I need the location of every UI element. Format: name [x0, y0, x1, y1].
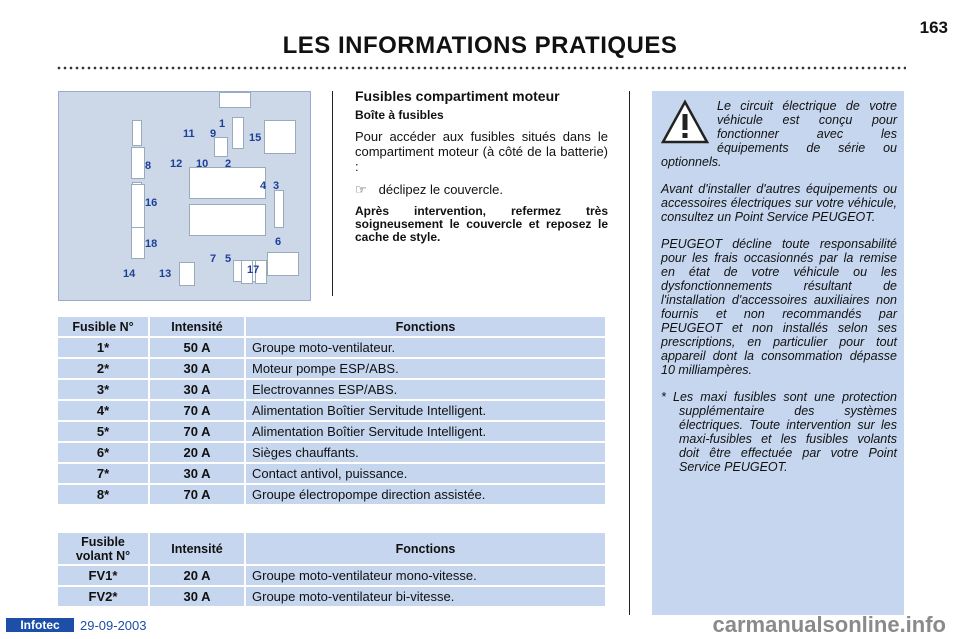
fuse-number-cell: 4* — [57, 400, 149, 421]
intensity-cell: 30 A — [149, 379, 245, 400]
table-row — [57, 421, 606, 442]
column-header: Intensité — [149, 532, 245, 565]
fuse-label: 3 — [273, 180, 280, 192]
function-cell: Alimentation Boîtier Servitude Intelligent. — [245, 421, 606, 442]
fuse-label: 10 — [196, 158, 209, 170]
intensity-cell: 30 A — [149, 358, 245, 379]
section-subheading: Boîte à fusibles — [355, 108, 444, 122]
fuse-number-cell: 7* — [57, 463, 149, 484]
intensity-cell: 30 A — [149, 463, 245, 484]
fuses-section — [355, 89, 608, 252]
column-header: Fonctions — [245, 316, 606, 337]
fuse-number-cell: 6* — [57, 442, 149, 463]
fuse-number-cell: 1* — [57, 337, 149, 358]
intensity-cell: 20 A — [149, 442, 245, 463]
fuse-label: 4 — [260, 180, 267, 192]
intensity-cell: 70 A — [149, 484, 245, 505]
page-title: LES INFORMATIONS PRATIQUES — [282, 32, 678, 59]
table-row — [57, 337, 606, 358]
fuse-label: 9 — [210, 128, 217, 140]
hand-pointer-icon: ☞ — [355, 182, 367, 197]
panel-paragraph-4: * Les maxi fusibles sont une protection supplémentaire des systèmes électriques. Toute intervention sur les maxi-fusibles et les fusibles volants doit être effectuée par votre Point Service PEUGEOT. — [661, 390, 897, 474]
table-row — [57, 484, 606, 505]
footer-date: 29-09-2003 — [80, 618, 147, 633]
column-header: Fonctions — [245, 532, 606, 565]
fuse-number-cell: FV1* — [57, 565, 149, 586]
fuse-label: 7 — [210, 253, 217, 265]
section-heading: Fusibles compartiment moteur — [355, 88, 560, 104]
footer-logo: Infotec — [6, 618, 74, 632]
table-row — [57, 379, 606, 400]
column-divider-right — [629, 91, 630, 615]
fuse-label: 15 — [249, 132, 262, 144]
table-row — [57, 358, 606, 379]
function-cell: Groupe électropompe direction assistée. — [245, 484, 606, 505]
warning-triangle-icon — [661, 99, 709, 145]
panel-paragraph-1: Le circuit électrique de votre véhicule est conçu pour fonctionner avec les équipements de série ou optionnels. — [661, 99, 897, 169]
wheel-fuse-table — [56, 531, 607, 608]
dotted-divider — [56, 66, 906, 70]
section-intro: Pour accéder aux fusibles situés dans le compartiment moteur (à côté de la batterie) : — [355, 129, 608, 174]
function-cell: Groupe moto-ventilateur bi-vitesse. — [245, 586, 606, 607]
panel-paragraph-2: Avant d'installer d'autres équipements ou accessoires électriques sur votre véhicule, consultez un Point Service PEUGEOT. — [661, 182, 897, 224]
intensity-cell: 50 A — [149, 337, 245, 358]
intensity-cell: 70 A — [149, 400, 245, 421]
function-cell: Contact antivol, puissance. — [245, 463, 606, 484]
section-after-note: Après intervention, refermez très soigneusement le couvercle et reposez le cache de style. — [355, 204, 608, 244]
info-panel — [652, 91, 904, 615]
fuse-label: 2 — [225, 158, 232, 170]
column-header: Fusible N° — [57, 316, 149, 337]
function-cell: Groupe moto-ventilateur. — [245, 337, 606, 358]
table-row — [57, 586, 606, 607]
table-row — [57, 400, 606, 421]
bullet-text: déclipez le couvercle. — [378, 182, 503, 197]
fuse-box-diagram — [58, 91, 311, 301]
intensity-cell: 20 A — [149, 565, 245, 586]
fuse-table — [56, 315, 607, 506]
fuse-label: 6 — [275, 236, 282, 248]
fuse-label: 5 — [225, 253, 232, 265]
function-cell: Groupe moto-ventilateur mono-vitesse. — [245, 565, 606, 586]
function-cell: Sièges chauffants. — [245, 442, 606, 463]
function-cell: Moteur pompe ESP/ABS. — [245, 358, 606, 379]
fuse-number-cell: FV2* — [57, 586, 149, 607]
fuse-label: 8 — [145, 160, 152, 172]
fuse-label: 13 — [159, 268, 172, 280]
fuse-number-cell: 2* — [57, 358, 149, 379]
fuse-label: 18 — [145, 238, 158, 250]
function-cell: Electrovannes ESP/ABS. — [245, 379, 606, 400]
fuse-label: 12 — [170, 158, 183, 170]
table-row — [57, 442, 606, 463]
fuse-label: 1 — [219, 118, 226, 130]
column-header: Fusible volant N° — [57, 532, 149, 565]
table-row — [57, 565, 606, 586]
fuse-label: 11 — [183, 128, 195, 140]
fuse-number-cell: 8* — [57, 484, 149, 505]
fuse-label: 17 — [247, 264, 260, 276]
table-row — [57, 463, 606, 484]
fuse-label: 14 — [123, 268, 136, 280]
watermark: carmanualsonline.info — [712, 612, 946, 637]
column-header: Intensité — [149, 316, 245, 337]
panel-paragraph-3: PEUGEOT décline toute responsabilité pour les frais occasionnés par la remise en état de votre véhicule ou les dysfonctionnements résultant de l'installation d'accessoires auxiliaires non fournis et non recommandés par PEUGEOT et non installés selon ses prescriptions, en particulier pour tout appareil dont la consommation dépasse 10 milliampères. — [661, 237, 897, 377]
function-cell: Alimentation Boîtier Servitude Intelligent. — [245, 400, 606, 421]
column-divider — [332, 91, 333, 296]
fuse-number-cell: 5* — [57, 421, 149, 442]
intensity-cell: 70 A — [149, 421, 245, 442]
fuse-label: 16 — [145, 197, 158, 209]
fuse-number-cell: 3* — [57, 379, 149, 400]
section-bullet — [355, 182, 608, 197]
intensity-cell: 30 A — [149, 586, 245, 607]
page-number: 163 — [919, 18, 948, 37]
